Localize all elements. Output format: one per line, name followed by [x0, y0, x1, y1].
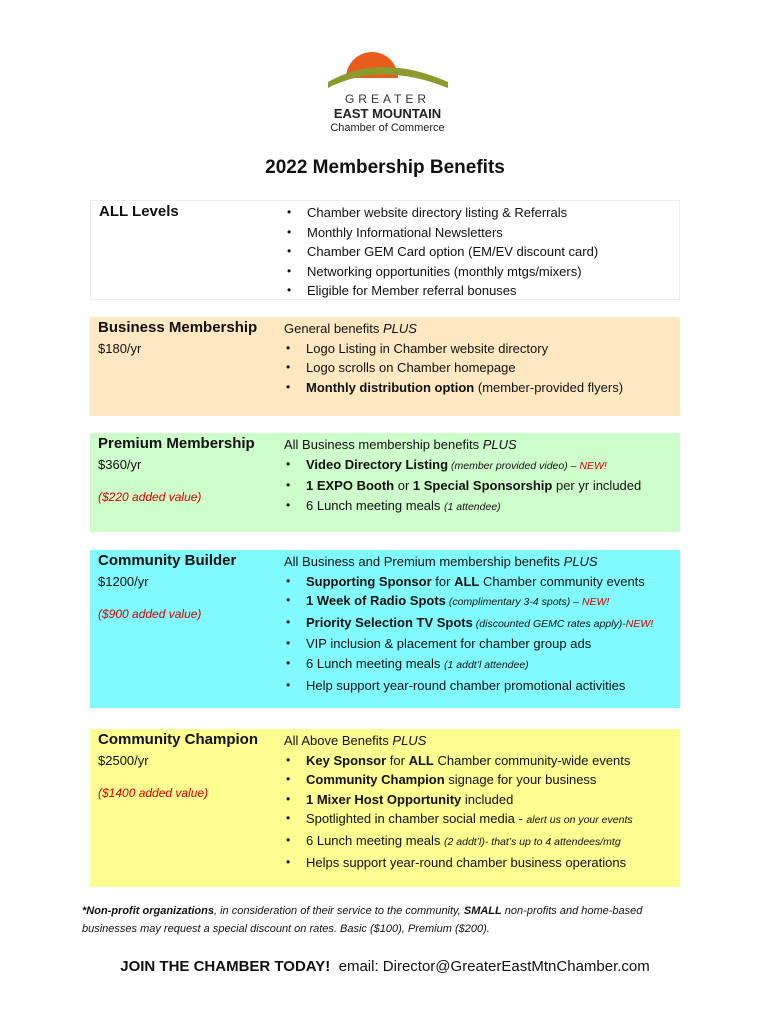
sun-hill-logo-icon	[328, 48, 448, 92]
benefit-text: Help support year-round chamber promotional activities	[306, 677, 626, 693]
benefit-text: for	[431, 573, 455, 589]
benefit-text: 6 Lunch meeting meals	[306, 497, 445, 513]
benefits-intro	[284, 552, 680, 572]
benefit-text: ALL	[408, 752, 434, 768]
benefits-intro	[284, 731, 680, 751]
benefit-text: Monthly Informational Newsletters	[307, 224, 503, 240]
benefits-intro-plus: PLUS	[482, 437, 517, 452]
benefit-item	[284, 831, 680, 853]
benefit-text: Logo Listing in Chamber website directory	[306, 340, 549, 356]
benefits-intro-text: All Business membership benefits	[284, 437, 483, 452]
benefit-list	[284, 455, 680, 518]
benefit-text: (1 addt’l attendee)	[444, 658, 529, 671]
benefit-item	[284, 751, 680, 771]
benefit-text: (2 addt’l)- that’s up to 4 attendees/mtg	[444, 835, 621, 848]
benefit-list	[284, 339, 680, 398]
level-info	[98, 552, 276, 621]
benefit-item	[284, 676, 680, 696]
benefit-text: Networking opportunities (monthly mtgs/mixers)	[307, 263, 582, 279]
benefit-text: (discounted GEMC rates apply)-	[472, 617, 626, 630]
benefit-text: (1 attendee)	[444, 500, 501, 513]
benefit-text: 1 Special Sponsorship	[412, 478, 553, 494]
benefits-intro-plus: PLUS	[392, 733, 427, 748]
level-info	[98, 435, 276, 504]
level-box-community-champion	[90, 729, 680, 887]
benefit-item	[284, 613, 680, 635]
benefit-text: ALL	[454, 573, 480, 589]
level-price: $1200/yr	[98, 574, 149, 589]
benefit-item	[284, 654, 680, 676]
benefit-item	[284, 496, 680, 518]
benefit-item	[284, 476, 680, 496]
new-badge: NEW!	[625, 617, 654, 630]
benefit-text: Monthly distribution option	[306, 379, 475, 395]
benefit-text: Key Sponsor	[306, 752, 387, 768]
cta-join: JOIN THE CHAMBER TODAY!	[120, 958, 331, 975]
benefit-item	[284, 455, 680, 477]
benefit-text: Supporting Sponsor	[306, 573, 432, 589]
level-box-community-builder	[90, 550, 680, 708]
benefit-text: signage for your business	[444, 772, 597, 788]
benefit-text: 1 EXPO Booth	[306, 478, 395, 494]
benefit-item	[284, 339, 680, 359]
benefit-item	[285, 242, 681, 262]
level-price: $180/yr	[98, 341, 142, 356]
benefit-text: Chamber website directory listing & Referrals	[307, 205, 568, 220]
level-benefits	[284, 435, 680, 517]
level-added-value: ($900 added value)	[98, 607, 202, 621]
level-price: $2500/yr	[98, 753, 149, 768]
benefit-text: Chamber community events	[479, 573, 645, 589]
logo-line-greater: GREATER	[344, 92, 431, 106]
level-box-premium	[90, 433, 680, 532]
chamber-logo	[320, 48, 455, 138]
benefit-item	[284, 770, 680, 790]
benefit-item	[284, 853, 680, 873]
benefit-text: Eligible for Member referral bonuses	[307, 283, 517, 299]
benefit-text: Helps support year-round chamber business operations	[306, 854, 627, 870]
level-added-value: ($220 added value)	[98, 490, 202, 504]
benefit-text: VIP inclusion & placement for chamber group ads	[306, 636, 592, 652]
benefits-intro-plus: PLUS	[563, 554, 598, 569]
benefit-text: Logo scrolls on Chamber homepage	[306, 360, 516, 376]
benefit-item	[285, 262, 681, 282]
benefit-text: (member provided video) –	[448, 459, 580, 472]
benefits-intro	[284, 435, 680, 455]
level-info	[98, 319, 276, 356]
benefit-text: 1 Week of Radio Spots	[306, 593, 446, 609]
level-name: Community Champion	[98, 731, 258, 748]
level-benefits	[284, 319, 680, 397]
benefit-item	[284, 790, 680, 810]
benefit-text: 1 Mixer Host Opportunity	[306, 791, 462, 807]
benefits-intro-text: General benefits	[284, 321, 384, 336]
call-to-action	[0, 958, 770, 975]
level-benefits	[285, 203, 681, 301]
level-box-business	[90, 317, 680, 416]
level-info	[98, 731, 276, 800]
benefit-text: (member-provided flyers)	[474, 379, 624, 395]
benefits-intro-plus: PLUS	[383, 321, 417, 336]
benefit-item	[284, 591, 680, 613]
level-name: Premium Membership	[98, 435, 255, 452]
level-benefits	[284, 552, 680, 695]
benefit-item	[284, 358, 680, 378]
benefit-text: Video Directory Listing	[306, 456, 449, 472]
level-price: $360/yr	[98, 457, 142, 472]
benefit-text: 6 Lunch meeting meals	[306, 655, 445, 671]
benefit-text: alert us on your events	[526, 814, 633, 827]
benefit-text: for	[386, 752, 409, 768]
benefit-text: Chamber community-wide events	[433, 752, 631, 768]
benefit-text: 6 Lunch meeting meals	[306, 832, 445, 848]
cta-email[interactable]: email: Director@GreaterEastMtnChamber.com	[338, 958, 650, 975]
benefit-item	[284, 572, 680, 592]
benefit-item	[285, 223, 681, 243]
footnote-tail: non-profits and home-based businesses may request a special discount on rates. Basic ($100), Premium ($200).	[82, 905, 643, 935]
benefit-text: included	[461, 791, 514, 807]
benefit-item	[285, 281, 681, 301]
new-badge: NEW!	[581, 596, 610, 609]
new-badge: NEW!	[579, 459, 607, 472]
level-info	[99, 203, 277, 220]
benefit-item	[284, 634, 680, 654]
level-name: Business Membership	[98, 319, 258, 336]
level-box-all-levels	[90, 200, 680, 300]
level-added-value: ($1400 added value)	[98, 786, 209, 800]
benefit-text: Priority Selection TV Spots	[306, 614, 473, 630]
nonprofit-footnote	[82, 902, 697, 938]
level-benefits	[284, 731, 680, 872]
benefit-text: Community Champion	[306, 772, 445, 788]
benefit-list	[284, 572, 680, 696]
benefit-text: per yr included	[552, 478, 642, 494]
benefit-list	[285, 203, 681, 301]
logo-line-east-mountain: EAST MOUNTAIN	[333, 106, 442, 121]
benefit-item	[285, 203, 681, 223]
benefit-item	[284, 809, 680, 831]
footnote-lead: *Non-profit organizations	[82, 905, 214, 917]
benefit-text: or	[394, 478, 413, 494]
page-title: 2022 Membership Benefits	[265, 157, 505, 178]
level-name: Community Builder	[98, 552, 237, 569]
benefits-intro-text: All Above Benefits	[284, 733, 393, 748]
benefit-text: Spotlighted in chamber social media -	[306, 811, 527, 827]
benefit-text: (complimentary 3-4 spots) –	[445, 596, 582, 609]
logo-line-chamber: Chamber of Commerce	[330, 122, 445, 134]
benefits-intro	[284, 319, 680, 339]
level-name: ALL Levels	[99, 203, 179, 220]
benefit-list	[284, 751, 680, 873]
benefit-item	[284, 378, 680, 398]
benefit-text: Chamber GEM Card option (EM/EV discount card)	[307, 244, 599, 260]
benefits-intro-text: All Business and Premium membership benefits	[284, 554, 564, 569]
footnote-small-word: SMALL	[463, 905, 502, 917]
footnote-mid: , in consideration of their service to the community,	[214, 905, 464, 917]
